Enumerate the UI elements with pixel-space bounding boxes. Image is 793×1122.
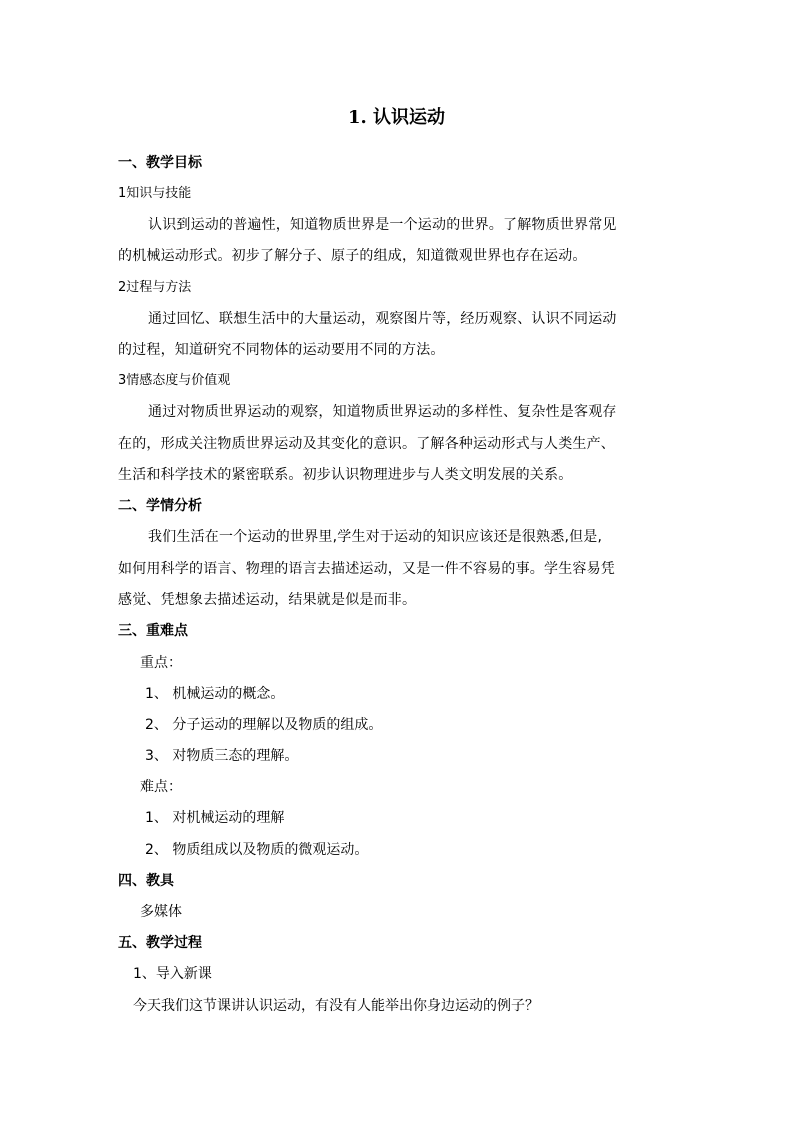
subheading-introduction: 1、导入新课: [133, 966, 212, 982]
teaching-aid-item: 多媒体: [140, 904, 182, 920]
section-heading-analysis: 二、学情分析: [118, 498, 202, 514]
paragraph-line: 生活和科学技术的紧密联系。初步认识物理进步与人类文明发展的关系。: [118, 467, 573, 483]
list-item: 2、 分子运动的理解以及物质的组成。: [145, 717, 383, 733]
subheading-attitude-values: 3情感态度与价值观: [118, 373, 231, 388]
page-title: 1. 认识运动: [347, 107, 446, 128]
subheading-process-method: 2过程与方法: [118, 280, 192, 295]
section-heading-teaching-aids: 四、教具: [118, 873, 174, 889]
section-heading-teaching-process: 五、教学过程: [118, 935, 202, 951]
paragraph-line: 认识到运动的普遍性，知道物质世界是一个运动的世界。了解物质世界常见: [148, 217, 617, 233]
list-item: 1、 机械运动的概念。: [145, 686, 285, 702]
list-item: 1、 对机械运动的理解: [145, 810, 285, 826]
list-item: 3、 对物质三态的理解。: [145, 748, 299, 764]
paragraph-line: 今天我们这节课讲认识运动，有没有人能举出你身边运动的例子？: [133, 998, 539, 1014]
paragraph-line: 我们生活在一个运动的世界里,学生对于运动的知识应该还是很熟悉,但是,: [148, 529, 603, 545]
list-item: 2、 物质组成以及物质的微观运动。: [145, 842, 369, 858]
difficult-points-label: 难点：: [140, 779, 182, 795]
paragraph-line: 的过程，知道研究不同物体的运动要用不同的方法。: [118, 342, 445, 358]
paragraph-line: 在的，形成关注物质世界运动及其变化的意识。了解各种运动形式与人类生产、: [118, 436, 615, 452]
paragraph-line: 如何用科学的语言、物理的语言去描述运动，又是一件不容易的事。学生容易凭: [118, 561, 615, 577]
paragraph-line: 通过回忆、联想生活中的大量运动，观察图片等，经历观察、认识不同运动: [148, 311, 617, 327]
subheading-knowledge-skills: 1知识与技能: [118, 186, 192, 201]
section-heading-key-points: 三、重难点: [118, 623, 188, 639]
paragraph-line: 的机械运动形式。初步了解分子、原子的组成，知道微观世界也存在运动。: [118, 248, 587, 264]
paragraph-line: 感觉、凭想象去描述运动，结果就是似是而非。: [118, 592, 417, 608]
key-points-label: 重点：: [140, 655, 182, 671]
paragraph-line: 通过对物质世界运动的观察，知道物质世界运动的多样性、复杂性是客观存: [148, 404, 617, 420]
section-heading-objectives: 一、教学目标: [118, 155, 202, 171]
